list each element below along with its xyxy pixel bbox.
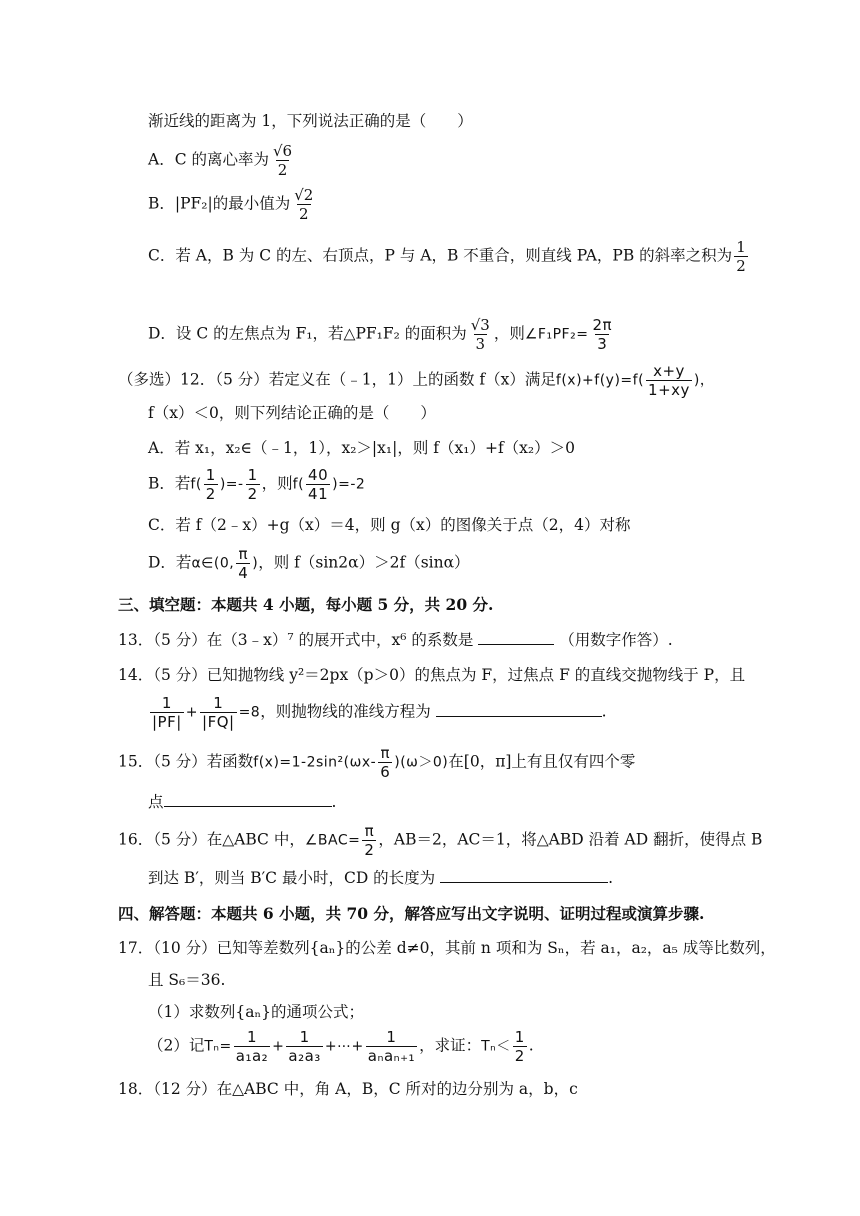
fraction: $\frac{1}{\text{a₁a₂}}$ xyxy=(235,1028,269,1065)
q11-option-d: D．设 C 的左焦点为 F₁，若△PF₁F₂ 的面积为 $\frac{√3}{3}$ ，则∠F₁PF₂= $\frac{2\pi}{3}$ xyxy=(148,316,613,353)
fraction: $\frac{√6}{2}$ xyxy=(272,142,293,179)
answer-blank xyxy=(478,628,554,645)
fraction: $\frac{√2}{2}$ xyxy=(294,186,314,223)
question-16-cont: 到达 B′，则当 B′C 最小时，CD 的长度为 . xyxy=(148,866,613,889)
q12-option-c: C．若 f（2﹣x）+g（x）＝4，则 g（x）的图像关于点（2，4）对称 xyxy=(148,516,631,534)
q11-option-a: A．C 的离心率为 $\frac{√6}{2}$ xyxy=(148,142,293,179)
fraction: $\frac{√3}{3}$ xyxy=(470,316,490,353)
answer-blank xyxy=(436,700,602,717)
q12-option-a: A．若 x₁，x₂∈（﹣1，1），x₂＞|x₁|，则 f（x₁）+f（x₂）＞0 xyxy=(148,439,575,457)
fraction: $\frac{1}{\text{a₂a₃}}$ xyxy=(288,1028,321,1065)
fraction: $\frac{\pi}{4}$ xyxy=(238,545,249,582)
fraction: $\frac{1}{\text{aₙaₙ₊₁}}$ xyxy=(367,1028,416,1065)
q12-stem-cont: f（x）＜0，则下列结论正确的是（ ） xyxy=(148,404,436,422)
fraction: $\frac{x+y}{1+xy}$ xyxy=(648,362,690,399)
fraction: $\frac{\pi}{2}$ xyxy=(364,822,375,859)
question-17-part-1: （1）求数列{aₙ}的通项公式； xyxy=(148,1003,365,1021)
fraction: $\frac{1}{2}$ xyxy=(736,238,746,275)
question-13: 13．（5 分）在（3﹣x）⁷ 的展开式中，x⁶ 的系数是 （用数字作答）. xyxy=(118,628,673,651)
question-15-cont: 点 . xyxy=(148,790,336,813)
q11-option-b: B．|PF₂|的最小值为 $\frac{√2}{2}$ xyxy=(148,186,314,223)
question-16: 16．（5 分）在△ABC 中，∠BAC= $\frac{\pi}{2}$ ，AB＝2，AC＝1，将△ABD 沿着 AD 翻折，使得点 B xyxy=(118,822,763,859)
fraction: $\frac{2\pi}{3}$ xyxy=(592,316,613,353)
section-four-heading: 四、解答题：本题共 6 小题，共 70 分，解答应写出文字说明、证明过程或演算步骤. xyxy=(118,904,705,923)
fraction: $\frac{1}{2}$ xyxy=(247,466,258,503)
q11-stem-cont: 渐近线的距离为 1，下列说法正确的是（ ） xyxy=(148,112,473,130)
section-three-heading: 三、填空题：本题共 4 小题，每小题 5 分，共 20 分. xyxy=(118,595,494,614)
question-14-cont: $\frac{1}{|PF|}$ + $\frac{1}{|FQ|}$ =8，则抛物线的准线方程为 . xyxy=(152,694,607,731)
fraction: $\frac{1}{|PF|}$ xyxy=(152,694,182,731)
answer-blank xyxy=(164,790,332,807)
answer-blank xyxy=(440,866,608,883)
question-17-part-2: （2）记Tₙ= $\frac{1}{\text{a₁a₂}}$ + $\frac{1}{\text{a₂a₃}}$ +⋯+ $\frac{1}{\text{aₙaₙ₊₁}}$ ，求证：Tₙ＜ $\frac{1}{2}$ . xyxy=(148,1028,534,1065)
question-18: 18．（12 分）在△ABC 中，角 A，B，C 所对的边分别为 a，b，c xyxy=(118,1080,578,1098)
q12-stem: （多选）12．（5 分）若定义在（﹣1，1）上的函数 f（x）满足f(x)+f(y)=f( $\frac{x+y}{1+xy}$ )， xyxy=(118,362,715,399)
question-15: 15．（5 分）若函数f(x)=1-2sin²(ωx- $\frac{\pi}{6}$ )(ω＞0)在[0，π]上有且仅有四个零 xyxy=(118,744,636,781)
q12-option-d: D．若α∈(0, $\frac{\pi}{4}$ )，则 f（sin2α）＞2f（sinα） xyxy=(148,545,470,582)
fraction: $\frac{40}{41}$ xyxy=(308,466,329,503)
q11-option-c: C．若 A，B 为 C 的左、右顶点，P 与 A，B 不重合，则直线 PA，PB 的斜率之积为 $\frac{1}{2}$ xyxy=(148,238,746,275)
question-17-cont: 且 S₆＝36. xyxy=(148,971,226,989)
question-17: 17．（10 分）已知等差数列{aₙ}的公差 d≠0，其前 n 项和为 Sₙ，若 a₁，a₂，a₅ 成等比数列， xyxy=(118,939,776,957)
fraction: $\frac{1}{2}$ xyxy=(205,466,216,503)
fraction: $\frac{\pi}{6}$ xyxy=(380,744,391,781)
fraction: $\frac{1}{2}$ xyxy=(514,1028,525,1065)
q12-option-b: B．若f( $\frac{1}{2}$ )=- $\frac{1}{2}$ ，则f( $\frac{40}{41}$ )=-2 xyxy=(148,466,366,503)
question-14: 14．（5 分）已知抛物线 y²＝2px（p＞0）的焦点为 F，过焦点 F 的直线交抛物线于 P，且 xyxy=(118,666,746,684)
fraction: $\frac{1}{|FQ|}$ xyxy=(202,694,235,731)
